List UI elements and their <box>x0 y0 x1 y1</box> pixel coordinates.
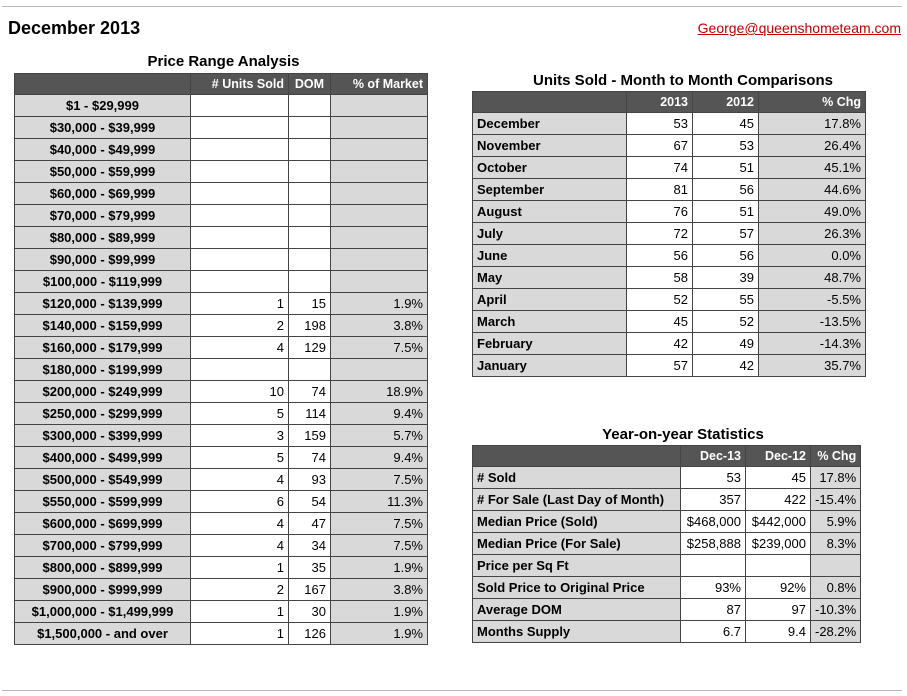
pct-chg-cell: 45.1% <box>759 157 865 178</box>
units-2012-cell: 53 <box>693 135 758 156</box>
dec-12-cell: $239,000 <box>746 533 810 554</box>
dom-cell: 35 <box>289 557 330 578</box>
header-blank <box>473 446 680 466</box>
units-2013-cell: 81 <box>627 179 692 200</box>
table-row <box>473 333 865 354</box>
table-row <box>15 117 427 138</box>
table-row <box>473 467 860 488</box>
price-range-label: $250,000 - $299,999 <box>15 403 190 424</box>
table-row <box>473 555 860 576</box>
table-row <box>15 359 427 380</box>
dom-cell: 15 <box>289 293 330 314</box>
month-label: March <box>473 311 626 332</box>
monthly-table <box>472 91 866 377</box>
units-sold-cell <box>191 249 288 270</box>
pct-market-cell <box>331 117 427 138</box>
table-row <box>473 113 865 134</box>
dec-13-cell: 357 <box>681 489 745 510</box>
price-range-label: $800,000 - $899,999 <box>15 557 190 578</box>
dom-cell: 198 <box>289 315 330 336</box>
stat-label: # Sold <box>473 467 680 488</box>
bottom-divider <box>2 690 902 691</box>
price-range-label: $900,000 - $999,999 <box>15 579 190 600</box>
pct-chg-cell: 49.0% <box>759 201 865 222</box>
header-pct-market: % of Market <box>331 74 427 94</box>
pct-market-cell: 5.7% <box>331 425 427 446</box>
units-2012-cell: 56 <box>693 245 758 266</box>
units-2012-cell: 39 <box>693 267 758 288</box>
dom-cell <box>289 249 330 270</box>
price-range-label: $500,000 - $549,999 <box>15 469 190 490</box>
pct-chg-cell: 8.3% <box>811 533 860 554</box>
price-range-label: $1,500,000 - and over <box>15 623 190 644</box>
stat-label: Median Price (For Sale) <box>473 533 680 554</box>
month-label: November <box>473 135 626 156</box>
table-row <box>15 161 427 182</box>
units-sold-cell <box>191 183 288 204</box>
pct-market-cell <box>331 271 427 292</box>
units-sold-cell: 1 <box>191 293 288 314</box>
pct-chg-cell: -5.5% <box>759 289 865 310</box>
price-range-label: $90,000 - $99,999 <box>15 249 190 270</box>
pct-market-cell <box>331 183 427 204</box>
table-row <box>473 621 860 642</box>
units-2013-cell: 58 <box>627 267 692 288</box>
table-row <box>15 601 427 622</box>
pct-chg-cell: 35.7% <box>759 355 865 376</box>
dec-13-cell: 87 <box>681 599 745 620</box>
units-sold-cell: 2 <box>191 315 288 336</box>
pct-market-cell: 3.8% <box>331 315 427 336</box>
pct-market-cell: 3.8% <box>331 579 427 600</box>
units-2012-cell: 56 <box>693 179 758 200</box>
price-range-title: Price Range Analysis <box>147 53 300 70</box>
units-sold-cell <box>191 227 288 248</box>
table-row <box>15 447 427 468</box>
units-sold-cell <box>191 117 288 138</box>
month-label: August <box>473 201 626 222</box>
pct-market-cell <box>331 95 427 116</box>
table-row <box>15 227 427 248</box>
dom-cell: 34 <box>289 535 330 556</box>
units-sold-cell: 2 <box>191 579 288 600</box>
header-pct-chg: % Chg <box>811 446 860 466</box>
pct-chg-cell: 26.3% <box>759 223 865 244</box>
dom-cell <box>289 95 330 116</box>
units-2013-cell: 57 <box>627 355 692 376</box>
units-2012-cell: 51 <box>693 201 758 222</box>
pct-market-cell: 1.9% <box>331 601 427 622</box>
dom-cell: 30 <box>289 601 330 622</box>
stat-label: # For Sale (Last Day of Month) <box>473 489 680 510</box>
table-row <box>473 179 865 200</box>
dec-13-cell <box>681 555 745 576</box>
units-sold-cell <box>191 271 288 292</box>
pct-chg-cell: 0.0% <box>759 245 865 266</box>
pct-market-cell: 1.9% <box>331 293 427 314</box>
units-2012-cell: 51 <box>693 157 758 178</box>
dec-13-cell: 93% <box>681 577 745 598</box>
price-range-label: $700,000 - $799,999 <box>15 535 190 556</box>
header-2012: 2012 <box>693 92 758 112</box>
dom-cell: 129 <box>289 337 330 358</box>
pct-market-cell <box>331 359 427 380</box>
table-row <box>473 157 865 178</box>
header-dom: DOM <box>289 74 330 94</box>
units-sold-cell: 4 <box>191 469 288 490</box>
header-dec-13: Dec-13 <box>681 446 745 466</box>
table-row <box>15 315 427 336</box>
dom-cell: 93 <box>289 469 330 490</box>
table-row <box>473 511 860 532</box>
month-label: June <box>473 245 626 266</box>
price-range-label: $1,000,000 - $1,499,999 <box>15 601 190 622</box>
units-2012-cell: 49 <box>693 333 758 354</box>
units-sold-cell: 4 <box>191 513 288 534</box>
table-row <box>473 599 860 620</box>
table-row <box>15 249 427 270</box>
month-label: July <box>473 223 626 244</box>
price-range-label: $60,000 - $69,999 <box>15 183 190 204</box>
units-2013-cell: 74 <box>627 157 692 178</box>
price-range-label: $70,000 - $79,999 <box>15 205 190 226</box>
dom-cell <box>289 205 330 226</box>
table-row <box>15 491 427 512</box>
dom-cell: 54 <box>289 491 330 512</box>
pct-chg-cell: -13.5% <box>759 311 865 332</box>
units-sold-cell: 5 <box>191 403 288 424</box>
units-2013-cell: 56 <box>627 245 692 266</box>
table-row <box>473 577 860 598</box>
dom-cell <box>289 359 330 380</box>
table-row <box>15 557 427 578</box>
price-range-label: $160,000 - $179,999 <box>15 337 190 358</box>
table-row <box>473 201 865 222</box>
pct-market-cell <box>331 205 427 226</box>
month-label: April <box>473 289 626 310</box>
dom-cell <box>289 139 330 160</box>
table-row <box>15 271 427 292</box>
table-row <box>473 355 865 376</box>
pct-chg-cell: 44.6% <box>759 179 865 200</box>
table-row <box>15 139 427 160</box>
price-range-table <box>14 73 428 645</box>
units-sold-cell <box>191 95 288 116</box>
table-row <box>15 535 427 556</box>
price-range-label: $200,000 - $249,999 <box>15 381 190 402</box>
table-row <box>473 289 865 310</box>
month-label: December <box>473 113 626 134</box>
units-2013-cell: 52 <box>627 289 692 310</box>
units-sold-cell: 3 <box>191 425 288 446</box>
units-sold-cell <box>191 161 288 182</box>
pct-market-cell: 7.5% <box>331 513 427 534</box>
dom-cell <box>289 271 330 292</box>
pct-market-cell <box>331 227 427 248</box>
price-range-label: $50,000 - $59,999 <box>15 161 190 182</box>
price-range-label: $400,000 - $499,999 <box>15 447 190 468</box>
pct-chg-cell: -28.2% <box>811 621 860 642</box>
pct-market-cell: 7.5% <box>331 337 427 358</box>
dec-12-cell: 45 <box>746 467 810 488</box>
price-range-label: $30,000 - $39,999 <box>15 117 190 138</box>
price-range-label: $120,000 - $139,999 <box>15 293 190 314</box>
dec-13-cell: $468,000 <box>681 511 745 532</box>
units-2012-cell: 42 <box>693 355 758 376</box>
month-label: October <box>473 157 626 178</box>
pct-market-cell <box>331 249 427 270</box>
pct-chg-cell: 17.8% <box>759 113 865 134</box>
table-row <box>473 311 865 332</box>
header-dec-12: Dec-12 <box>746 446 810 466</box>
units-sold-cell: 1 <box>191 623 288 644</box>
units-2012-cell: 45 <box>693 113 758 134</box>
units-2012-cell: 52 <box>693 311 758 332</box>
stat-label: Average DOM <box>473 599 680 620</box>
price-range-label: $600,000 - $699,999 <box>15 513 190 534</box>
email-link[interactable]: George@queenshometeam.com <box>697 20 901 36</box>
dom-cell: 167 <box>289 579 330 600</box>
top-divider <box>2 6 902 7</box>
units-2013-cell: 53 <box>627 113 692 134</box>
units-2012-cell: 55 <box>693 289 758 310</box>
dom-cell: 74 <box>289 381 330 402</box>
dom-cell <box>289 227 330 248</box>
header-2013: 2013 <box>627 92 692 112</box>
pct-market-cell: 7.5% <box>331 469 427 490</box>
dom-cell: 126 <box>289 623 330 644</box>
units-sold-cell: 6 <box>191 491 288 512</box>
stat-label: Sold Price to Original Price <box>473 577 680 598</box>
stat-label: Price per Sq Ft <box>473 555 680 576</box>
header-blank <box>473 92 626 112</box>
price-range-label: $1 - $29,999 <box>15 95 190 116</box>
dec-13-cell: 53 <box>681 467 745 488</box>
dec-12-cell: 422 <box>746 489 810 510</box>
stat-label: Median Price (Sold) <box>473 511 680 532</box>
dom-cell <box>289 161 330 182</box>
pct-market-cell: 9.4% <box>331 403 427 424</box>
units-2012-cell: 57 <box>693 223 758 244</box>
pct-chg-cell: 0.8% <box>811 577 860 598</box>
units-sold-cell: 4 <box>191 337 288 358</box>
dec-13-cell: 6.7 <box>681 621 745 642</box>
table-row <box>473 245 865 266</box>
pct-chg-cell: 17.8% <box>811 467 860 488</box>
units-sold-cell <box>191 205 288 226</box>
table-row <box>473 223 865 244</box>
table-row <box>15 403 427 424</box>
pct-chg-cell: -14.3% <box>759 333 865 354</box>
yoy-title: Year-on-year Statistics <box>602 426 764 443</box>
units-sold-cell: 1 <box>191 557 288 578</box>
units-sold-cell <box>191 359 288 380</box>
table-row <box>15 205 427 226</box>
pct-chg-cell: -10.3% <box>811 599 860 620</box>
dom-cell <box>289 117 330 138</box>
table-row <box>15 293 427 314</box>
dec-13-cell: $258,888 <box>681 533 745 554</box>
pct-chg-cell: 26.4% <box>759 135 865 156</box>
month-label: February <box>473 333 626 354</box>
units-sold-cell <box>191 139 288 160</box>
pct-chg-cell: -15.4% <box>811 489 860 510</box>
units-2013-cell: 42 <box>627 333 692 354</box>
dom-cell: 47 <box>289 513 330 534</box>
header-units-sold: # Units Sold <box>191 74 288 94</box>
pct-market-cell: 1.9% <box>331 623 427 644</box>
stat-label: Months Supply <box>473 621 680 642</box>
units-2013-cell: 67 <box>627 135 692 156</box>
price-range-label: $300,000 - $399,999 <box>15 425 190 446</box>
table-row <box>15 623 427 644</box>
price-range-label: $140,000 - $159,999 <box>15 315 190 336</box>
units-2013-cell: 72 <box>627 223 692 244</box>
table-row <box>473 267 865 288</box>
header-pct-chg: % Chg <box>759 92 865 112</box>
units-sold-cell: 1 <box>191 601 288 622</box>
dec-12-cell: 92% <box>746 577 810 598</box>
table-row <box>15 381 427 402</box>
table-row <box>15 337 427 358</box>
table-row <box>473 135 865 156</box>
pct-market-cell: 11.3% <box>331 491 427 512</box>
page-title: December 2013 <box>8 18 141 38</box>
dom-cell: 159 <box>289 425 330 446</box>
month-label: January <box>473 355 626 376</box>
units-2013-cell: 76 <box>627 201 692 222</box>
pct-market-cell: 18.9% <box>331 381 427 402</box>
dec-12-cell: 97 <box>746 599 810 620</box>
pct-market-cell: 1.9% <box>331 557 427 578</box>
dec-12-cell <box>746 555 810 576</box>
units-2013-cell: 45 <box>627 311 692 332</box>
yoy-table <box>472 445 861 643</box>
price-range-label: $100,000 - $119,999 <box>15 271 190 292</box>
price-range-label: $180,000 - $199,999 <box>15 359 190 380</box>
units-sold-cell: 5 <box>191 447 288 468</box>
pct-market-cell: 7.5% <box>331 535 427 556</box>
units-sold-cell: 4 <box>191 535 288 556</box>
header-blank <box>15 74 190 94</box>
month-label: May <box>473 267 626 288</box>
pct-chg-cell: 48.7% <box>759 267 865 288</box>
pct-chg-cell <box>811 555 860 576</box>
pct-chg-cell: 5.9% <box>811 511 860 532</box>
table-row <box>15 469 427 490</box>
pct-market-cell <box>331 161 427 182</box>
table-row <box>473 489 860 510</box>
table-row <box>15 95 427 116</box>
dec-12-cell: $442,000 <box>746 511 810 532</box>
month-label: September <box>473 179 626 200</box>
dom-cell <box>289 183 330 204</box>
pct-market-cell: 9.4% <box>331 447 427 468</box>
monthly-title: Units Sold - Month to Month Comparisons <box>533 72 833 89</box>
table-row <box>15 579 427 600</box>
price-range-label: $550,000 - $599,999 <box>15 491 190 512</box>
table-row <box>15 183 427 204</box>
pct-market-cell <box>331 139 427 160</box>
table-row <box>473 533 860 554</box>
price-range-label: $40,000 - $49,999 <box>15 139 190 160</box>
units-sold-cell: 10 <box>191 381 288 402</box>
table-row <box>15 425 427 446</box>
dom-cell: 74 <box>289 447 330 468</box>
price-range-label: $80,000 - $89,999 <box>15 227 190 248</box>
table-row <box>15 513 427 534</box>
dom-cell: 114 <box>289 403 330 424</box>
dec-12-cell: 9.4 <box>746 621 810 642</box>
